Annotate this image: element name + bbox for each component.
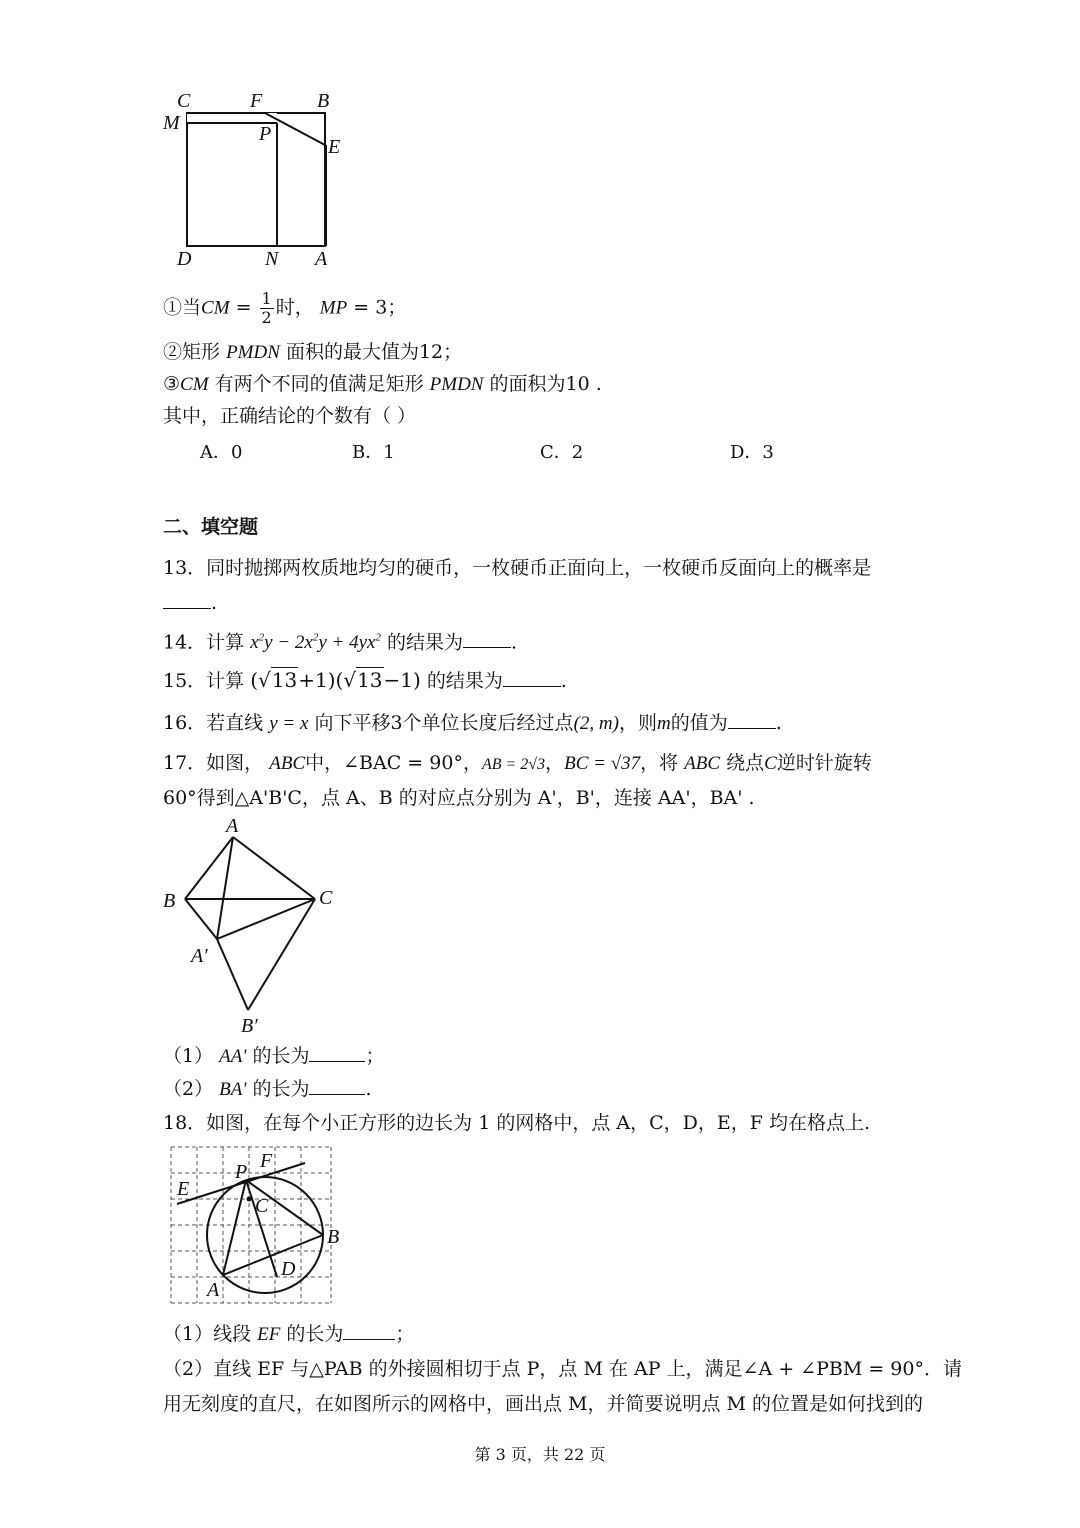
text: 的长为 (252, 1078, 310, 1100)
text: 有两个不同的值满足矩形 (214, 373, 424, 395)
label-p: P (259, 123, 272, 145)
line-pa (223, 1180, 246, 1275)
q15-line (163, 667, 567, 694)
var-mp: MP (319, 297, 348, 319)
label-e: E (177, 1178, 190, 1200)
text: 的面积为10 . (489, 373, 602, 395)
text: ； (365, 1045, 385, 1067)
answer-blank[interactable] (503, 668, 561, 687)
answer-blank[interactable] (309, 1043, 365, 1062)
var-ba: BA' (219, 1079, 247, 1100)
text: . (511, 631, 518, 654)
q18-sub2-line1: （2）直线 EF 与△PAB 的外接圆相切于点 P，点 M 在 AP 上，满足∠A + ∠PBM = 90°．请 (163, 1358, 962, 1380)
q12-statement-3 (163, 371, 602, 398)
label-d: D (177, 248, 192, 270)
grid-lines (171, 1147, 331, 1303)
grid-figure (165, 1142, 340, 1312)
var-cm: CM (180, 374, 209, 395)
text: （1）线段 (163, 1323, 252, 1345)
label-a: A (226, 815, 239, 837)
text: ③ (163, 373, 181, 395)
text: 17．如图， (163, 752, 264, 774)
line-fe (265, 113, 325, 145)
text: . (560, 670, 567, 692)
text: 的长为 (286, 1323, 344, 1345)
label-c: C (319, 887, 333, 909)
text: 的长为 (252, 1045, 310, 1067)
option-a: A．0 (200, 442, 243, 463)
q17-sub2 (163, 1076, 372, 1103)
numerator: 1 (261, 289, 272, 308)
text: = 3； (353, 296, 407, 319)
text: 逆时针旋转 (776, 752, 872, 774)
text: （2） (163, 1078, 214, 1100)
text: = (235, 296, 252, 319)
text: ①当 (163, 296, 202, 319)
answer-blank[interactable] (309, 1076, 365, 1095)
option-b: B．1 (352, 442, 395, 463)
option-d: D．3 (730, 442, 774, 463)
text: 15．计算 (163, 670, 245, 692)
q17-sub1 (163, 1043, 385, 1070)
text: ，将 (640, 752, 679, 774)
q17-line1 (163, 750, 872, 778)
text: ，则 (618, 712, 657, 734)
label-e: E (328, 136, 341, 158)
page-footer: 第 3 页，共 22 页 (474, 1445, 606, 1464)
label-b: B (163, 890, 176, 912)
var-c: C (764, 753, 777, 774)
label-a: A (207, 1279, 220, 1301)
answer-blank[interactable] (163, 590, 211, 609)
text: 时， (275, 296, 314, 319)
q18-line1: 18．如图，在每个小正方形的边长为 1 的网格中，点 A，C，D，E，F 均在格点上. (163, 1112, 871, 1134)
label-n: N (265, 248, 279, 270)
label-a: A (315, 248, 328, 270)
option-c: C．2 (540, 442, 584, 463)
text: . (365, 1078, 372, 1100)
text: ； (395, 1323, 415, 1345)
bc-value: BC = √37 (564, 753, 641, 774)
text: 的值为 (670, 712, 728, 734)
label-p: P (235, 1161, 248, 1183)
var-cm: CM (201, 297, 230, 319)
answer-blank[interactable] (463, 629, 511, 648)
rectangle-figure (155, 85, 355, 275)
denominator: 2 (261, 308, 272, 327)
text: 绕点 (726, 752, 765, 774)
label-b-prime: B′ (241, 1015, 258, 1037)
fraction (260, 290, 274, 327)
q13-line2 (163, 590, 217, 616)
q12-statement-2 (163, 339, 462, 366)
point-c (247, 1197, 252, 1202)
q15-expression: (√13+1)(√13−1) (250, 668, 421, 692)
text: 的结果为 (387, 631, 464, 654)
q17-line2: 60°得到△A'B'C，点 A、B 的对应点分别为 A'，B'，连接 AA'，BA' . (163, 787, 755, 809)
q14-expression: $x^2y - 2x^2y + 4yx^2$ (250, 632, 381, 654)
label-c: C (255, 1195, 269, 1217)
var-ef: EF (257, 1324, 281, 1345)
kite-figure (155, 812, 355, 1042)
equation: y = x (269, 713, 309, 734)
label-b: B (317, 90, 330, 112)
section-title: 二、填空题 (163, 516, 259, 538)
text: . (211, 592, 218, 614)
answer-blank[interactable] (728, 710, 776, 729)
var-pmdn: PMDN (429, 374, 484, 395)
label-c: C (177, 90, 191, 112)
q18-sub1 (163, 1321, 414, 1348)
var-pmdn: PMDN (226, 342, 280, 363)
label-a-prime: A′ (191, 945, 208, 967)
text: 的结果为 (426, 670, 503, 692)
text: ②矩形 (163, 341, 221, 363)
triangle-name: ABC (269, 753, 306, 774)
text: 中，∠BAC = 90°， (305, 752, 482, 774)
text: 向下平移3个单位长度后经过点 (314, 712, 574, 734)
var-m: m (656, 713, 671, 734)
line-ab (223, 1235, 323, 1275)
answer-blank[interactable] (343, 1321, 395, 1340)
q12-statement-1 (163, 290, 406, 327)
q12-question: 其中，正确结论的个数有（ ） (163, 405, 417, 427)
text: ， (545, 752, 565, 774)
label-f: F (250, 90, 263, 112)
label-f: F (260, 1150, 273, 1172)
q18-sub2-line2: 用无刻度的直尺，在如图所示的网格中，画出点 M，并简要说明点 M 的位置是如何找到的 (163, 1393, 924, 1415)
var-aa: AA' (219, 1046, 247, 1067)
label-b: B (327, 1226, 340, 1248)
text: 16．若直线 (163, 712, 264, 734)
point: (2, m) (573, 713, 619, 734)
text: （1） (163, 1045, 214, 1067)
ab-value: AB = 2√3 (481, 756, 546, 773)
text: 14．计算 (163, 631, 245, 654)
q16-line (163, 710, 782, 737)
label-m: M (163, 112, 180, 134)
triangle-name: ABC (684, 753, 721, 774)
text: 面积的最大值为12； (285, 341, 463, 363)
label-d: D (281, 1258, 296, 1280)
q13-line1: 13．同时抛掷两枚质地均匀的硬币，一枚硬币正面向上，一枚硬币反面向上的概率是 (163, 557, 872, 579)
q14-line (163, 625, 517, 656)
text: . (775, 712, 782, 734)
